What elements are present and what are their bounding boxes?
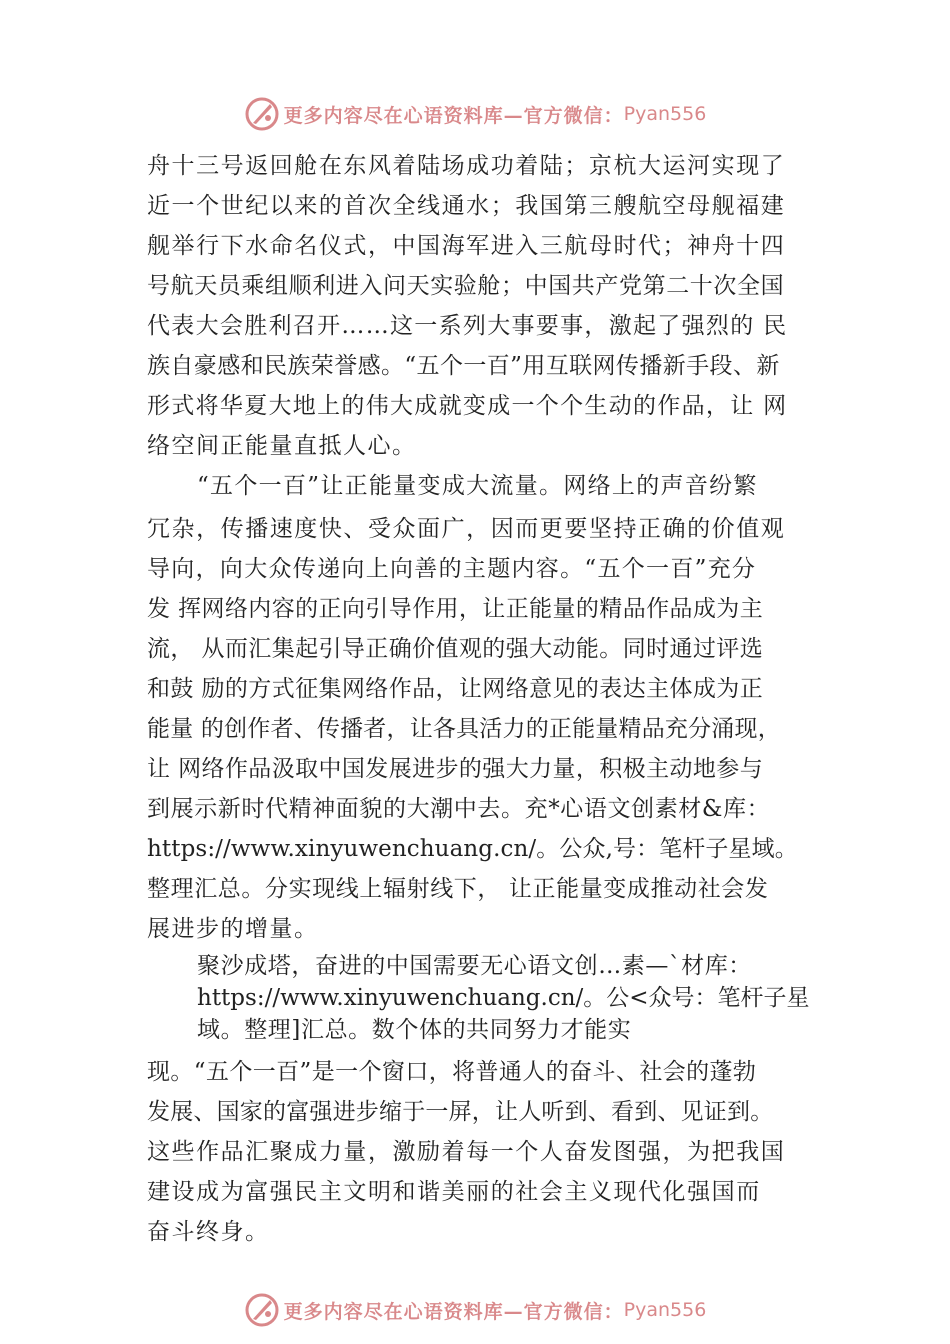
paragraph-line: https://www.xinyuwenchuang.cn/。公众,号：笔杆子星域。 — [147, 836, 798, 862]
paragraph-line: 络空间正能量直抵人心。 — [147, 433, 417, 459]
paragraph-line: 舰举行下水命名仪式，中国海军进入三航母时代；神舟十四 — [147, 233, 786, 259]
paragraph-line: 发 挥网络内容的正向引导作用，让正能量的精品作品成为主 — [147, 596, 764, 622]
paragraph-line: 展进步的增量。 — [147, 916, 319, 942]
footer-wechat-id: Pyan556 — [623, 1299, 707, 1321]
paragraph-line: 让 网络作品汲取中国发展进步的强大力量，积极主动地参与 — [147, 756, 764, 782]
paragraph-line: 近一个世纪以来的首次全线通水；我国第三艘航空母舰福建 — [147, 193, 786, 219]
paragraph-line: 现。“五个一百”是一个窗口，将普通人的奋斗、社会的蓬勃 — [147, 1059, 757, 1085]
paragraph-line: 建设成为富强民主文明和谐美丽的社会主义现代化强国而 — [147, 1179, 761, 1205]
paragraph-line: 流， 从而汇集起引导正确价值观的强大动能。同时通过评选 — [147, 636, 764, 662]
paragraph-line: 舟十三号返回舱在东风着陆场成功着陆；京杭大运河实现了 — [147, 153, 786, 179]
paragraph-line: https://www.xinyuwenchuang.cn/。公<众号：笔杆子星 — [197, 985, 810, 1011]
paragraph-line: 代表大会胜利召开……这一系列大事要事，激起了强烈的 民 — [147, 313, 788, 339]
quill-logo-icon — [244, 96, 280, 132]
paragraph-line: 到展示新时代精神面貌的大潮中去。充*心语文创素材&库： — [147, 796, 771, 822]
quill-logo-icon — [244, 1292, 280, 1328]
paragraph-line: 能量 的创作者、传播者，让各具活力的正能量精品充分涌现， — [147, 716, 781, 742]
paragraph-line: 这些作品汇聚成力量，激励着每一个人奋发图强，为把我国 — [147, 1139, 786, 1165]
paragraph-line: 域。整理]汇总。数个体的共同努力才能实 — [197, 1017, 632, 1043]
header-banner — [0, 94, 950, 134]
header-wechat-id: Pyan556 — [623, 103, 707, 125]
paragraph-line: 导向，向大众传递向上向善的主题内容。“五个一百”充分 — [147, 556, 757, 582]
paragraph-line: “五个一百”让正能量变成大流量。网络上的声音纷繁 — [197, 473, 758, 499]
paragraph-line: 聚沙成塔，奋进的中国需要无心语文创…素—`材库： — [197, 953, 752, 979]
paragraph-line: 整理汇总。分实现线上辐射线下， 让正能量变成推动社会发 — [147, 876, 769, 902]
paragraph-line: 族自豪感和民族荣誉感。“五个一百”用互联网传播新手段、新 — [147, 353, 780, 379]
paragraph-line: 形式将华夏大地上的伟大成就变成一个个生动的作品，让 网 — [147, 393, 788, 419]
paragraph-line: 冗杂，传播速度快、受众面广，因而更要坚持正确的价值观 — [147, 516, 786, 542]
paragraph-line: 发展、国家的富强进步缩于一屏，让人听到、看到、见证到。 — [147, 1099, 774, 1125]
header-banner-text: 更多内容尽在心语资料库—官方微信： — [283, 104, 624, 127]
footer-banner — [0, 1290, 950, 1330]
paragraph-line: 奋斗终身。 — [147, 1219, 270, 1245]
paragraph-line: 号航天员乘组顺利进入问天实验舱；中国共产党第二十次全国 — [147, 273, 785, 299]
paragraph-line: 和鼓 励的方式征集网络作品，让网络意见的表达主体成为正 — [147, 676, 764, 702]
footer-banner-text: 更多内容尽在心语资料库—官方微信： — [283, 1300, 624, 1323]
